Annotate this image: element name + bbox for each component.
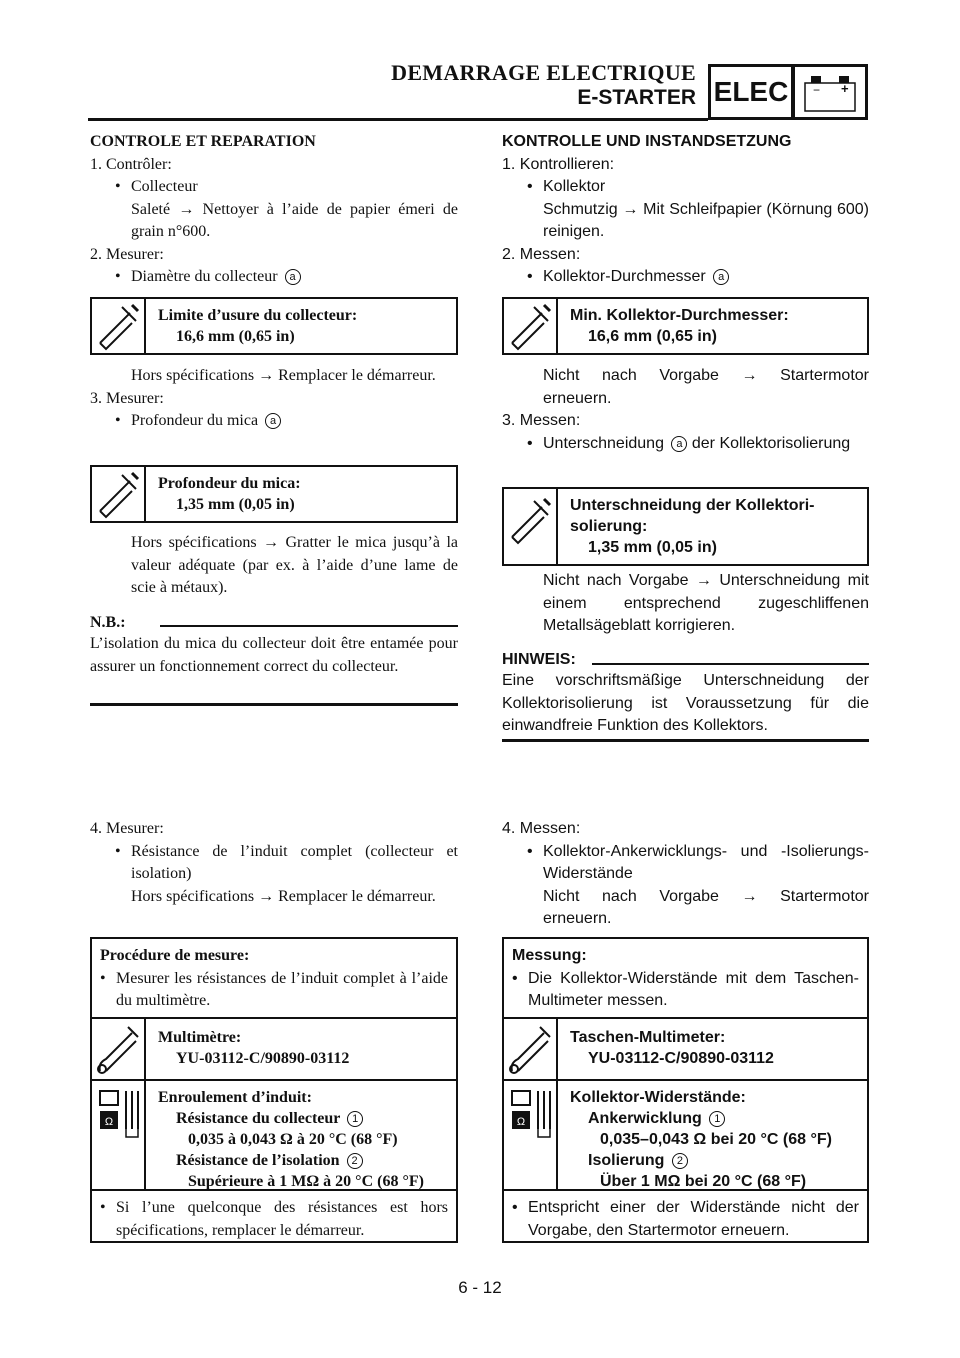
de-step-4-after: Nicht nach Vorgabe → Startermotor erneuern. [543, 887, 869, 927]
fr-res-b-val: Supérieure à 1 MΩ à 20 °C (68 °F) [188, 1173, 424, 1190]
fr-nb-end-rule [90, 703, 458, 706]
fr-spec2-value: 1,35 mm (0,05 in) [176, 496, 295, 513]
de-spec2-text [570, 495, 814, 558]
fr-spec2-text [158, 473, 301, 515]
fr-tool-row [92, 1017, 456, 1081]
de-resistance-row [504, 1079, 867, 1191]
de-step-1-item: • Kollektor [502, 176, 869, 199]
de-step-3-item [502, 433, 869, 456]
fr-proc-item-text: Mesurer les résistances de l’induit complet à l’aide du multimètre. [116, 969, 448, 1009]
fr-step-2-item [90, 266, 458, 289]
ohmmeter-icon [92, 1081, 146, 1191]
fr-step-3-item-text: Profondeur du mica [131, 412, 259, 429]
fr-spec1-label: Limite d’usure du collecteur: [158, 307, 358, 324]
de-step-2-item-text: Kollektor-Durchmesser [543, 268, 706, 285]
de-spec1-value: 16,6 mm (0,65 in) [588, 328, 717, 345]
de-proc-item [512, 968, 859, 1013]
fr-step-3-after: Hors spécifications → Gratter le mica jusqu’à la valeur adéquate (par ex. à l’aide d’une lame de scie à métaux). [131, 534, 458, 596]
de-procedure-box [502, 937, 869, 1243]
fr-tool-label: Multimètre: [158, 1029, 242, 1046]
fr-tool-text [158, 1027, 349, 1069]
fr-heading: CONTROLE ET REPARATION [90, 133, 316, 150]
de-spec-undercut [502, 487, 869, 566]
fr-step-1: 1. Contrôler: [90, 155, 172, 173]
de-spec2-value: 1,35 mm (0,05 in) [588, 539, 717, 556]
fr-section-mid [90, 365, 458, 433]
de-proc-end-text: Entspricht einer der Widerstände nicht der Vorgabe, den Startermotor erneuern. [528, 1199, 859, 1239]
marker-2: 2 [672, 1153, 688, 1169]
de-res-label: Kollektor-Widerstände: [570, 1089, 746, 1106]
de-res-a-val: 0,035–0,043 Ω bei 20 °C (68 °F) [600, 1131, 832, 1148]
fr-step-2: 2. Mesurer: [90, 245, 164, 263]
de-tool-text [570, 1027, 774, 1069]
de-nb-label: HINWEIS: [502, 651, 576, 668]
de-tool-label: Taschen-Multimeter: [570, 1029, 726, 1046]
fr-proc-head [100, 945, 448, 1013]
fr-procedure-box [90, 937, 458, 1243]
de-section-after-undercut [502, 570, 869, 638]
fr-proc-end-row [92, 1189, 456, 1243]
fr-proc-item [100, 968, 448, 1013]
de-proc-title: Messung: [512, 947, 587, 964]
fr-proc-end [100, 1197, 448, 1242]
de-res-b-val: Über 1 MΩ bei 20 °C (68 °F) [600, 1173, 807, 1190]
fr-step-4: 4. Mesurer: [90, 820, 164, 837]
bullet: • [512, 969, 518, 987]
fr-res-b: Résistance de l’isolation [176, 1152, 340, 1169]
de-spec-diameter [502, 297, 869, 355]
de-proc-head [512, 945, 859, 1013]
fr-res-a-val: 0,035 à 0,043 Ω à 20 °C (68 °F) [188, 1131, 398, 1148]
de-spec2-label-a: Unterschneidung der Kollektori- [570, 497, 815, 514]
caliper-icon [92, 467, 146, 521]
de-tool-row [504, 1017, 867, 1081]
de-spec1-label: Min. Kollektor-Durchmesser: [570, 307, 789, 324]
fr-step-1-text: Saleté → Nettoyer à l’aide de papier émeri de grain n°600. [131, 200, 458, 240]
multimeter-tool-icon [504, 1019, 558, 1081]
de-nb-end-rule [502, 739, 869, 742]
multimeter-tool-icon [92, 1019, 146, 1081]
fr-step-3-item [90, 410, 458, 433]
de-section-mid [502, 365, 869, 455]
fr-spec1-value: 16,6 mm (0,65 in) [176, 328, 295, 345]
marker-a: a [671, 436, 687, 452]
fr-proc-end-text: Si l’une quelconque des résistances est hors spécifications, remplacer le démarreur. [116, 1199, 448, 1239]
bullet: • [512, 1199, 518, 1216]
de-spec1-text [570, 305, 789, 347]
elec-badge: ELEC [708, 64, 794, 120]
page-number: 6 - 12 [458, 1278, 502, 1297]
fr-step-4-item: • Résistance de l’induit complet (collecteur et isolation) [90, 841, 458, 886]
header-title-de: E-STARTER [577, 86, 696, 109]
de-res-b: Isolierung [588, 1152, 665, 1169]
fr-nb-label: N.B.: [90, 614, 126, 631]
marker-2: 2 [347, 1153, 363, 1169]
fr-proc-title: Procédure de mesure: [100, 947, 250, 964]
de-proc-end-row [504, 1189, 867, 1243]
fr-res-text [158, 1087, 424, 1192]
bullet: • [100, 1199, 106, 1216]
de-step-1-text: Schmutzig → Mit Schleifpapier (Körnung 600) reinigen. [543, 200, 869, 240]
fr-step-2-after: Hors spécifications → Remplacer le démarreur. [131, 367, 436, 384]
svg-text:Ω: Ω [104, 1116, 114, 1128]
caliper-icon [92, 299, 146, 353]
fr-step-2-item-text: Diamètre du collecteur [131, 268, 278, 285]
fr-spec2-label: Profondeur du mica: [158, 475, 301, 492]
de-nb-text: Eine vorschriftsmäßige Unterschneidung der Kollektorisolierung ist Voraussetzung für die einwandfreie Funktion des Kollektors. [502, 672, 869, 734]
de-step-3: 3. Messen: [502, 412, 581, 429]
de-nb-rule [592, 663, 869, 665]
de-step-3-after: Nicht nach Vorgabe → Unterschneidung mit einem entsprechend zugeschliffenen Metallsägeblatt korrigieren. [543, 572, 869, 634]
bullet: • [100, 969, 106, 987]
header-rule [88, 118, 708, 121]
fr-section-after-mica [90, 532, 458, 600]
de-step-3-item-a: Unterschneidung [543, 434, 664, 452]
de-heading: KONTROLLE UND INSTANDSETZUNG [502, 133, 792, 150]
marker-1: 1 [709, 1111, 725, 1127]
fr-step-1-item: • Collecteur [90, 176, 458, 199]
fr-step-3: 3. Mesurer: [90, 389, 164, 407]
de-step-2-item [502, 266, 869, 289]
de-proc-item-text: Die Kollektor-Widerstände mit dem Taschen-Multimeter messen. [528, 969, 859, 1009]
de-tool-value: YU-03112-C/90890-03112 [588, 1050, 774, 1067]
caliper-icon [504, 299, 558, 353]
battery-plus: + [841, 81, 849, 96]
fr-nb-text: L’isolation du mica du collecteur doit être entamée pour assurer un fonctionnement correct du collecteur. [90, 635, 458, 675]
de-step-2-after: Nicht nach Vorgabe → Startermotor erneuern. [543, 367, 869, 407]
fr-section-top [90, 131, 458, 289]
fr-resistance-row [92, 1079, 456, 1191]
fr-spec-mica-depth [90, 465, 458, 523]
fr-res-label: Enroulement d’induit: [158, 1089, 312, 1106]
svg-text:Ω: Ω [516, 1116, 526, 1128]
de-step-4-item: • Kollektor-Ankerwicklungs- und -Isolierungs-Widerstände [502, 841, 869, 886]
battery-icon [792, 64, 868, 120]
de-res-text [570, 1087, 832, 1192]
de-step-4: 4. Messen: [502, 820, 581, 837]
marker-a: a [265, 413, 281, 429]
header-title-fr: DEMARRAGE ELECTRIQUE [391, 60, 696, 85]
de-step-1: 1. Kontrollieren: [502, 155, 615, 173]
fr-res-a: Résistance du collecteur [176, 1110, 341, 1127]
de-step-2: 2. Messen: [502, 245, 581, 263]
de-step-3-item-b: der Kollektorisolierung [691, 434, 851, 452]
fr-step-4-block [90, 818, 458, 908]
fr-spec1-text [158, 305, 357, 347]
fr-spec-wear-limit [90, 297, 458, 355]
de-spec2-label-b: solierung: [570, 518, 648, 535]
battery-minus: − [813, 83, 821, 97]
marker-1: 1 [347, 1111, 363, 1127]
de-res-a: Ankerwicklung [588, 1110, 702, 1127]
ohmmeter-icon [504, 1081, 558, 1191]
de-section-top [502, 131, 869, 289]
de-step-4-block [502, 818, 869, 931]
fr-step-4-after: Hors spécifications → Remplacer le démarreur. [131, 887, 436, 905]
marker-a: a [285, 269, 301, 285]
fr-nb-rule [160, 625, 458, 627]
fr-tool-value: YU-03112-C/90890-03112 [176, 1050, 350, 1067]
caliper-icon [504, 489, 558, 564]
marker-a: a [713, 269, 729, 285]
de-proc-end [512, 1197, 859, 1242]
